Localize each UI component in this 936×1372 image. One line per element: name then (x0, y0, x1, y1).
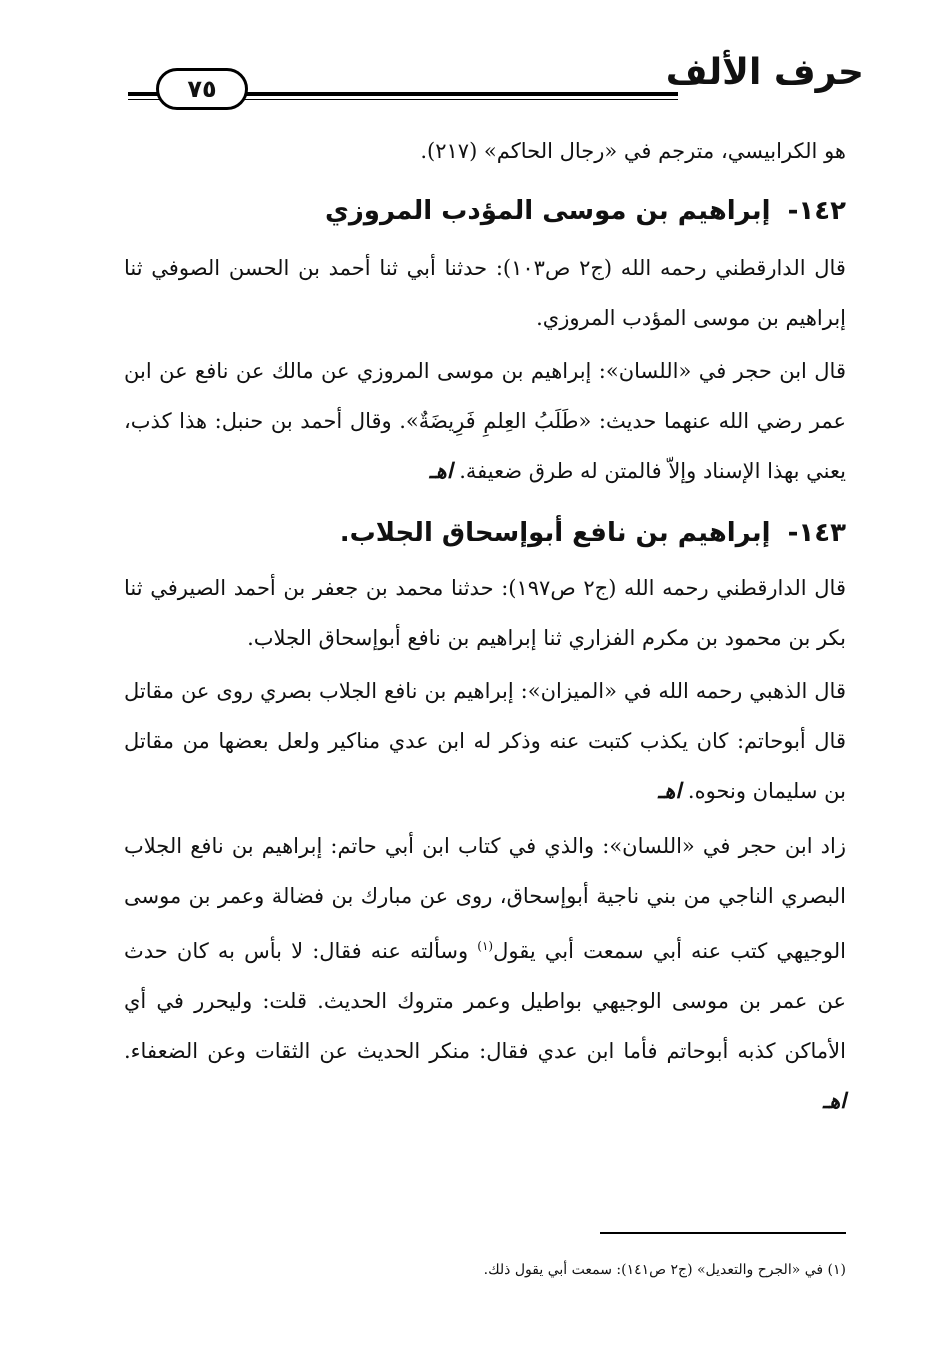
footnote-ref: (١) (477, 939, 494, 953)
paragraph (124, 346, 846, 496)
paragraph: قال الدارقطني رحمه الله (ج٢ ص١٠٣): حدثنا أبي ثنا أحمد بن الحسن الصوفي ثنا إبراهيم بن موسى المؤدب المروزي. (124, 256, 846, 330)
footnote: (١) في «الجرح والتعديل» (ج٢ ص١٤١): سمعت أبي يقول ذلك. (483, 1262, 846, 1278)
paragraph (124, 666, 846, 816)
entry-heading-142 (325, 196, 846, 226)
footnote-rule (600, 1232, 846, 1234)
end-mark: اهـ (822, 1088, 846, 1113)
paragraph-text: قال الذهبي رحمه الله في «الميزان»: إبراهيم بن نافع الجلاب بصري روى عن مقاتل قال أبوحاتم: كان يكذب كتبت عنه وذكر له ابن عدي مناكير ولعل بعضها من مقاتل بن سليمان ونحوه. (124, 679, 846, 803)
entry-number: ١٤٣- (787, 518, 846, 548)
paragraph-text: زاد ابن حجر في «اللسان»: والذي في كتاب ابن أبي حاتم: إبراهيم بن نافع الجلاب البصري الناجي من بني ناجية أبوإسحاق، روى عن مبارك بن فضالة وعمر بن موسى الوجيهي كتب عنه أبي سمعت أبي يقول (124, 834, 846, 963)
paragraph: قال الدارقطني رحمه الله (ج٢ ص١٩٧): حدثنا محمد بن جعفر بن أحمد الصيرفي ثنا بكر بن محمود بن مكرم الفزاري ثنا إبراهيم بن نافع أبوإسحاق الجلاب. (124, 576, 846, 650)
paragraph-text: وسألته عنه فقال: لا بأس به كان حدث عن عمر بن موسى الوجيهي بواطيل وعمر متروك الحديث. قلت: وليحرر في أي الأماكن كذبه أبوحاتم فأما ابن عدي فقال: منكر الحديث عن الثقات وعن الضعفاء. (124, 939, 846, 1063)
end-mark: اهـ (658, 778, 682, 803)
entry-title: إبراهيم بن موسى المؤدب المروزي (324, 196, 771, 226)
end-mark: اهـ (429, 458, 453, 483)
paragraph-text: قال ابن حجر في «اللسان»: إبراهيم بن موسى المروزي عن مالك عن نافع عن ابن عمر رضي الله عنهما حديث: «طَلَبُ العِلمِ فَرِيضَةٌ». وقال أحمد بن حنبل: هذا كذب، يعني بهذا الإسناد وإلاّ فالمتن له طرق ضعيفة. (124, 359, 846, 483)
chapter-title: حرف الألف (665, 52, 864, 93)
entry-heading-143 (340, 518, 846, 548)
entry-title: إبراهيم بن نافع أبوإسحاق الجلاب. (339, 518, 771, 548)
page-number: ٧٥ (156, 68, 248, 110)
paragraph (124, 821, 846, 1126)
intro-line: هو الكرابيسي، مترجم في «رجال الحاكم» (٢١٧). (420, 139, 846, 163)
entry-number: ١٤٢- (787, 196, 846, 226)
